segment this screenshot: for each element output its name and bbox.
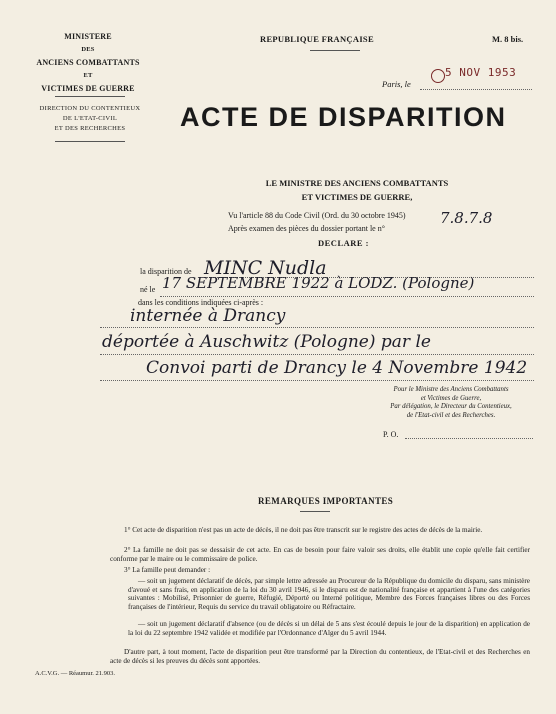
divider (55, 96, 125, 97)
minister-block (252, 176, 462, 204)
remark-p4: — soit un jugement déclaratif de décès, par simple lettre adressée au Procureur de la République du domicile du disparu, sans ministère d'avoué et sans frais, en application de la loi du 30 avril 1946, si le disparu est de nationalité française et appartient à l'une des catégories suivantes : Mobilisé, Prisonnier de guerre, Réfugié, Déporté ou Interné politique, Membre des Forces françaises libres ou des Forces françaises de l'intérieur, Requis du service du travail obligatoire ou Réfractaire. (128, 577, 530, 611)
direction-block (28, 104, 152, 134)
ministry-line5: VICTIMES DE GUERRE (41, 84, 135, 93)
ministry-line3: ANCIENS COMBATTANTS (36, 58, 140, 67)
date-stamp-icon (431, 69, 445, 83)
republic-heading: REPUBLIQUE FRANÇAISE (260, 34, 374, 44)
disparition-label: la disparition de (140, 267, 192, 276)
field-line (100, 327, 534, 328)
page-title: ACTE DE DISPARITION (180, 102, 507, 132)
condition-line3: Convoi parti de Drancy le 4 Novembre 1942 (146, 358, 528, 378)
signature-line3: Par délégation, le Directeur du Contentieux, (390, 403, 512, 410)
direction-line2: DE L'ETAT-CIVIL (62, 115, 118, 122)
field-line (100, 354, 534, 355)
paris-date-label: Paris, le (382, 79, 411, 89)
signature-line (405, 438, 533, 439)
form-number: M. 8 bis. (492, 34, 524, 44)
minister-line1: LE MINISTRE DES ANCIENS COMBATTANTS (265, 178, 449, 188)
signature-block (366, 386, 536, 420)
remark-p1: 1° Cet acte de disparition n'est pas un acte de décès, il ne doit pas être transcrit sur le registre des actes de décès de la mairie. (124, 526, 483, 534)
footer-ref: A.C.V.G. — Réaumur. 21.903. (35, 670, 116, 677)
ministry-line4: ET (83, 72, 93, 79)
ministry-line1: MINISTERE (64, 32, 112, 41)
dossier-number: 7.8.7.8 (440, 209, 493, 227)
ne-label: né le (140, 285, 156, 294)
po-label: P. O. (383, 430, 399, 439)
ne-value: 17 SEPTEMBRE 1922 à LODZ. (Pologne) (162, 274, 475, 292)
direction-line3: ET DES RECHERCHES (54, 125, 126, 132)
vu-line2: Après examen des pièces du dossier portant le n° (228, 223, 385, 233)
disparition-value: MINC Nudla (204, 257, 327, 279)
minister-line2: ET VICTIMES DE GUERRE, (301, 192, 413, 202)
field-line (160, 296, 534, 297)
declare-heading: DECLARE : (318, 238, 370, 248)
signature-line2: et Victimes de Guerre, (420, 394, 482, 402)
ministry-line2: DES (81, 46, 95, 53)
remark-p3: 3° La famille peut demander : (124, 566, 211, 574)
remark-p2: 2° La famille ne doit pas se dessaisir de cet acte. En cas de besoin pour faire valoir ses droits, elle établit une copie qu'elle fait certifier conforme par le maire ou le commissaire de police. (110, 546, 530, 563)
remark-p6: D'autre part, à tout moment, l'acte de disparition peut être transformé par la Direction du contentieux, de l'Etat-civil et des Recherches en acte de décès si les preuves du décès sont apportées. (110, 648, 530, 665)
vu-block (228, 210, 406, 235)
condition-line2: déportée à Auschwitz (Pologne) par le (102, 332, 431, 352)
divider (300, 511, 330, 512)
direction-line1: DIRECTION DU CONTENTIEUX (39, 105, 141, 112)
conditions-label: dans les conditions indiquées ci-après : (138, 298, 264, 307)
signature-line1: Pour le Ministre des Anciens Combattants (393, 386, 509, 393)
remark-p5: — soit un jugement déclaratif d'absence (ou de décès si un délai de 5 ans s'est écoulé depuis le jour de la disparition) en application de la loi du 22 septembre 1942 validée et modifiée par l'Ordonnance d'Alger du 5 avril 1944. (128, 620, 530, 637)
signature-line4: de l'Etat-civil et des Recherches. (406, 411, 496, 419)
remarques-title: REMARQUES IMPORTANTES (258, 496, 394, 506)
condition-line1: internée à Drancy (130, 306, 286, 326)
ministry-block (28, 30, 148, 95)
stamp-date: 5 NOV 1953 (445, 66, 517, 79)
vu-line1: Vu l'article 88 du Code Civil (Ord. du 30 octobre 1945) (228, 211, 406, 220)
divider (310, 50, 360, 51)
divider (55, 141, 125, 142)
field-line (100, 380, 534, 381)
date-line (420, 89, 532, 90)
